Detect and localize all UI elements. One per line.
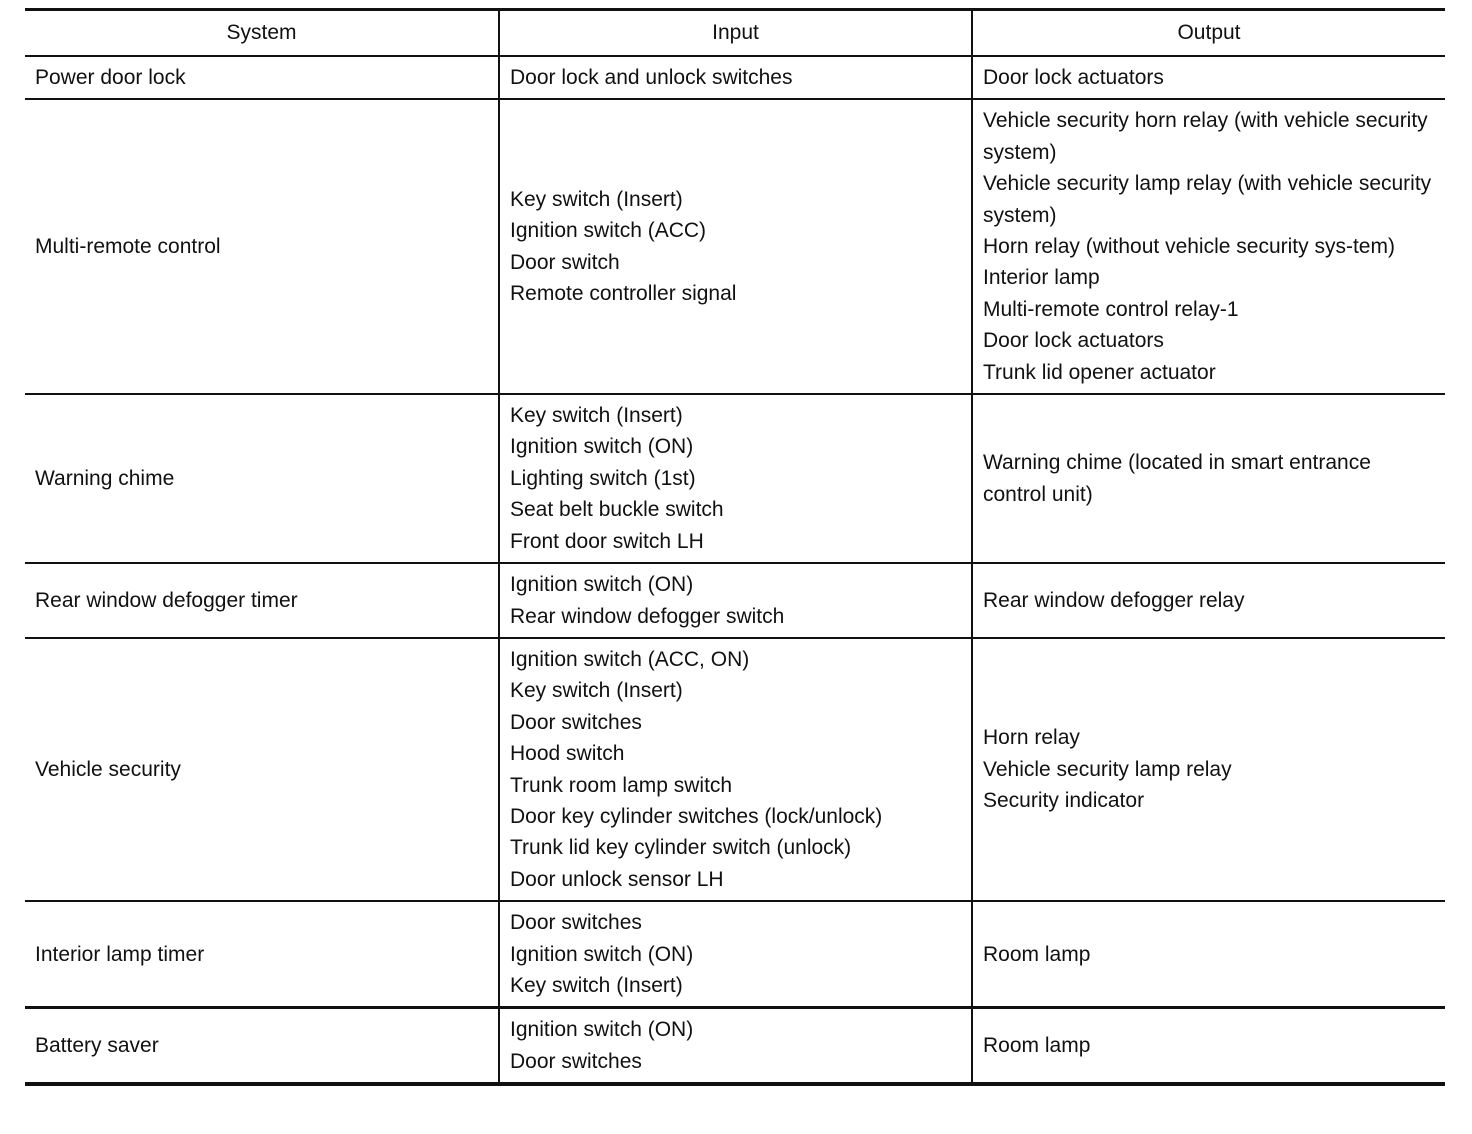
input-item: Ignition switch (ACC) xyxy=(510,219,707,243)
system-cell: Rear window defogger timer xyxy=(25,563,499,638)
input-item: Remote controller signal xyxy=(510,282,737,306)
header-input: Input xyxy=(499,10,972,57)
table-row xyxy=(25,394,1445,563)
input-item: Key switch (Insert) xyxy=(510,404,683,428)
input-item: Key switch (Insert) xyxy=(510,187,683,211)
system-cell: Vehicle security xyxy=(25,638,499,901)
output-item: Door lock actuators xyxy=(983,329,1164,353)
input-cell xyxy=(499,901,972,1008)
output-item: Horn relay xyxy=(983,726,1080,750)
input-item: Hood switch xyxy=(510,742,625,766)
system-cell: Multi-remote control xyxy=(25,99,499,394)
system-cell: Interior lamp timer xyxy=(25,901,499,1008)
system-cell: Warning chime xyxy=(25,394,499,563)
input-item: Lighting switch (1st) xyxy=(510,466,696,490)
input-item: Door switches xyxy=(510,1049,642,1073)
input-item: Ignition switch (ACC, ON) xyxy=(510,647,750,671)
input-item: Door switches xyxy=(510,911,642,935)
input-item: Ignition switch (ON) xyxy=(510,942,694,966)
input-item: Door switches xyxy=(510,710,642,734)
input-item: Key switch (Insert) xyxy=(510,679,683,703)
input-item: Trunk lid key cylinder switch (unlock) xyxy=(510,836,852,860)
input-item: Key switch (Insert) xyxy=(510,973,683,997)
output-item: Vehicle security horn relay (with vehicle security system) xyxy=(983,109,1428,164)
input-item: Door switch xyxy=(510,250,620,274)
output-cell xyxy=(972,1008,1445,1084)
system-cell: Power door lock xyxy=(25,56,499,99)
table-row xyxy=(25,638,1445,901)
input-cell xyxy=(499,99,972,394)
table-row xyxy=(25,1008,1445,1084)
output-item: Vehicle security lamp relay (with vehicle security system) xyxy=(983,172,1432,227)
output-item: Horn relay (without vehicle security sys-tem) xyxy=(983,235,1395,259)
table-row xyxy=(25,99,1445,394)
input-item: Trunk room lamp switch xyxy=(510,773,733,797)
input-cell xyxy=(499,394,972,563)
input-item: Door unlock sensor LH xyxy=(510,867,724,891)
input-item: Ignition switch (ON) xyxy=(510,435,694,459)
output-item: Door lock actuators xyxy=(983,66,1164,89)
input-cell xyxy=(499,563,972,638)
table-row xyxy=(25,56,1445,99)
output-item: Vehicle security lamp relay xyxy=(983,757,1232,781)
output-item: Room lamp xyxy=(983,1034,1091,1058)
output-item: Room lamp xyxy=(983,942,1091,966)
output-item: Security indicator xyxy=(983,789,1145,813)
input-item: Door key cylinder switches (lock/unlock) xyxy=(510,804,883,828)
output-item: Multi-remote control relay-1 xyxy=(983,297,1239,321)
system-io-table xyxy=(25,8,1445,1086)
input-item: Ignition switch (ON) xyxy=(510,1018,694,1042)
header-system: System xyxy=(25,10,499,57)
input-item: Rear window defogger switch xyxy=(510,604,785,628)
input-item: Seat belt buckle switch xyxy=(510,498,724,522)
output-cell xyxy=(972,56,1445,99)
output-cell xyxy=(972,99,1445,394)
input-item: Front door switch LH xyxy=(510,529,704,553)
output-cell xyxy=(972,563,1445,638)
input-cell xyxy=(499,638,972,901)
input-item: Ignition switch (ON) xyxy=(510,573,694,597)
header-output: Output xyxy=(972,10,1445,57)
output-item: Rear window defogger relay xyxy=(983,588,1245,612)
table-row xyxy=(25,901,1445,1008)
output-cell xyxy=(972,638,1445,901)
input-item: Door lock and unlock switches xyxy=(510,66,793,89)
output-item: Trunk lid opener actuator xyxy=(983,360,1216,384)
header-row xyxy=(25,10,1445,57)
output-item: Interior lamp xyxy=(983,266,1100,290)
table-row xyxy=(25,563,1445,638)
input-cell xyxy=(499,56,972,99)
output-cell xyxy=(972,394,1445,563)
output-cell xyxy=(972,901,1445,1008)
input-cell xyxy=(499,1008,972,1084)
system-cell: Battery saver xyxy=(25,1008,499,1084)
output-item: Warning chime (located in smart entrance control unit) xyxy=(983,451,1371,506)
